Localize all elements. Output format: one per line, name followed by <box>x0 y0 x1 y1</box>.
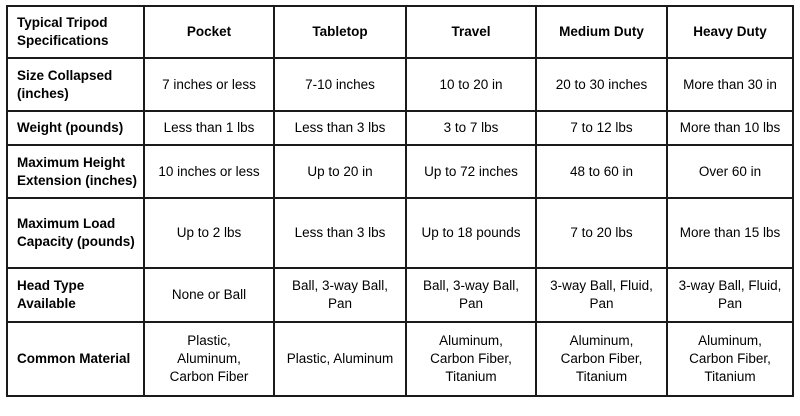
column-header-tabletop: Tabletop <box>274 6 406 58</box>
table-cell: 7-10 inches <box>274 58 406 111</box>
table-cell: 20 to 30 inches <box>536 58 667 111</box>
table-cell: Aluminum, Carbon Fiber, Titanium <box>536 322 667 396</box>
row-header-max-height: Maximum Height Extension (inches) <box>7 145 144 198</box>
column-header-pocket: Pocket <box>144 6 274 58</box>
table-row <box>7 145 793 198</box>
table-cell: Up to 2 lbs <box>144 198 274 268</box>
row-header-weight: Weight (pounds) <box>7 111 144 145</box>
table-cell: Plastic, Aluminum, Carbon Fiber <box>144 322 274 396</box>
table-cell: Up to 72 inches <box>406 145 536 198</box>
table-cell: More than 10 lbs <box>667 111 793 145</box>
table-cell: Aluminum, Carbon Fiber, Titanium <box>406 322 536 396</box>
table-cell: 10 inches or less <box>144 145 274 198</box>
table-row <box>7 268 793 322</box>
table-cell: 3-way Ball, Fluid, Pan <box>536 268 667 322</box>
row-header-common-material: Common Material <box>7 322 144 396</box>
table-cell: None or Ball <box>144 268 274 322</box>
column-header-heavy-duty: Heavy Duty <box>667 6 793 58</box>
table-cell: 3 to 7 lbs <box>406 111 536 145</box>
column-header-travel: Travel <box>406 6 536 58</box>
table-cell: Up to 18 pounds <box>406 198 536 268</box>
table-cell: Plastic, Aluminum <box>274 322 406 396</box>
table-cell: Over 60 in <box>667 145 793 198</box>
table-cell: More than 15 lbs <box>667 198 793 268</box>
table-cell: Less than 3 lbs <box>274 111 406 145</box>
table-cell: Ball, 3-way Ball, Pan <box>406 268 536 322</box>
table-cell: Less than 1 lbs <box>144 111 274 145</box>
table-row <box>7 58 793 111</box>
table-cell: More than 30 in <box>667 58 793 111</box>
row-header-head-type: Head Type Available <box>7 268 144 322</box>
table-cell: Aluminum, Carbon Fiber, Titanium <box>667 322 793 396</box>
table-row <box>7 322 793 396</box>
table-cell: 7 to 20 lbs <box>536 198 667 268</box>
table-cell: Less than 3 lbs <box>274 198 406 268</box>
table-cell: 3-way Ball, Fluid, Pan <box>667 268 793 322</box>
table-row <box>7 198 793 268</box>
table-cell: 10 to 20 in <box>406 58 536 111</box>
row-header-max-load: Maximum Load Capacity (pounds) <box>7 198 144 268</box>
column-header-medium-duty: Medium Duty <box>536 6 667 58</box>
tripod-spec-table <box>6 5 794 397</box>
table-cell: Ball, 3-way Ball, Pan <box>274 268 406 322</box>
table-corner-header: Typical Tripod Specifications <box>7 6 144 58</box>
table-cell: 7 inches or less <box>144 58 274 111</box>
tripod-spec-table-container <box>6 5 794 397</box>
row-header-size-collapsed: Size Collapsed (inches) <box>7 58 144 111</box>
header-row <box>7 6 793 58</box>
table-cell: Up to 20 in <box>274 145 406 198</box>
table-cell: 48 to 60 in <box>536 145 667 198</box>
table-cell: 7 to 12 lbs <box>536 111 667 145</box>
table-row <box>7 111 793 145</box>
